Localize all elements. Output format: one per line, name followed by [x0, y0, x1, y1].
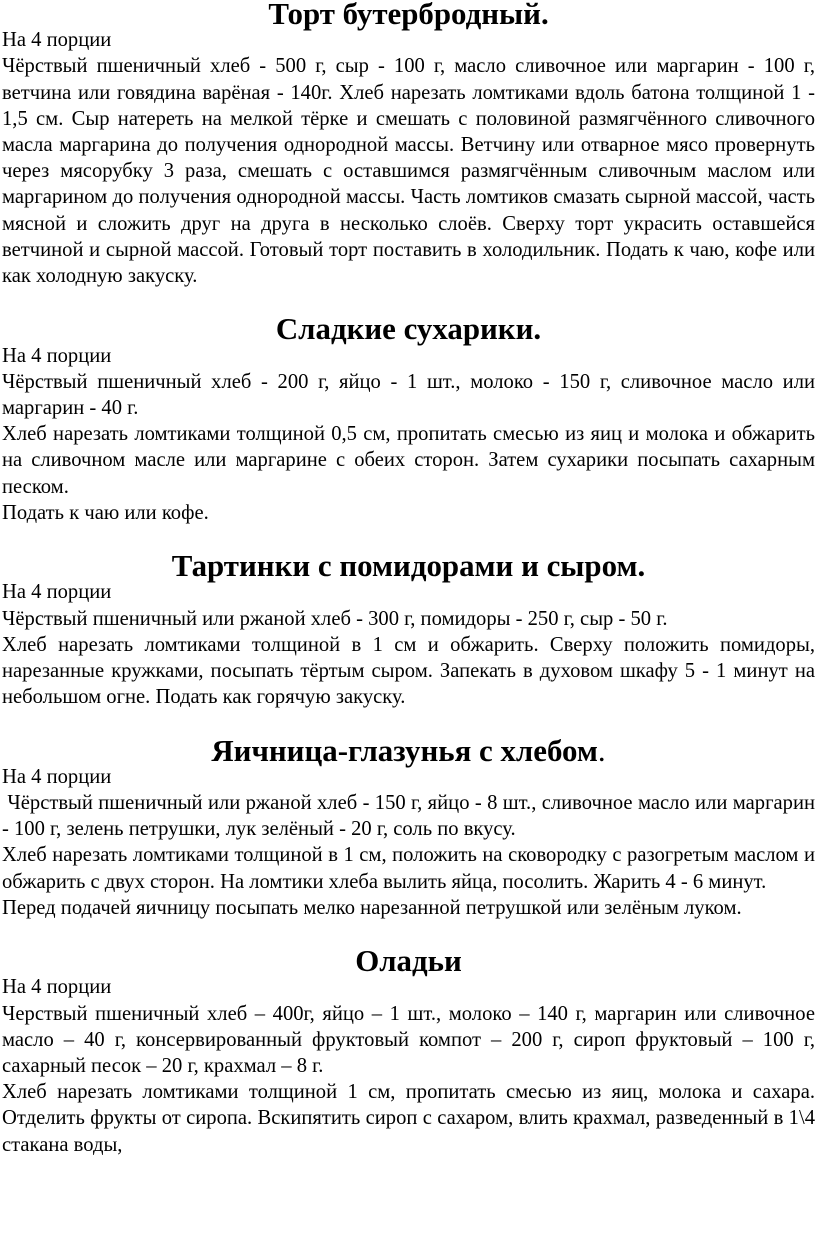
recipe-pancakes — [2, 943, 815, 1158]
recipe-title-period: . — [597, 732, 606, 768]
recipe-portions: На 4 порции — [2, 976, 112, 999]
recipe-text: Хлеб нарезать ломтиками толщиной в 1 см, положить на сковородку с разогретым маслом и обжарить с двух сторон. На ломтики хлеба вылить яйца, посолить. Жарить 4 - 6 минут. — [2, 844, 815, 893]
recipe-ingredients: Черствый пшеничный хлеб – 400г, яйцо – 1 шт., молоко – 140 г, маргарин или сливочное масло – 40 г, консервированный фруктовый компот – 200 г, сироп фруктовый – 100 г, сахарный песок – 20 г, крахмал – 8 г. — [2, 1002, 815, 1078]
recipe-sweet-croutons — [2, 311, 815, 526]
recipe-title: Яичница-глазунья с хлебом — [211, 732, 598, 768]
recipe-text: Хлеб нарезать ломтиками толщиной 1 см, пропитать смесью из яиц, молока и сахара. Отделить фрукты от сиропа. Вскипятить сироп с сахаром, влить крахмал, разведенный в 1\4 стакана воды, — [2, 1081, 815, 1156]
recipe-text: Хлеб нарезать ломтиками толщиной в 1 см и обжарить. Сверху положить помидоры, нарезанные кружками, посыпать тёртым сыром. Запекать в духовом шкафу 5 - 1 минут на небольшом огне. Подать как горячую закуску. — [2, 633, 815, 709]
recipe-text: Хлеб нарезать ломтиками толщиной 0,5 см, пропитать смесью из яиц и молока и обжарить на сливочном масле или маргарине с обеих сторон. Затем сухарики посыпать сахарным песком. — [2, 423, 815, 498]
recipe-title: Тартинки с помидорами и сыром. — [171, 548, 646, 584]
recipe-portions: На 4 порции — [2, 29, 112, 52]
recipe-serving: Перед подачей яичницу посыпать мелко нарезанной петрушкой или зелёным луком. — [2, 896, 742, 919]
recipe-ingredients: Чёрствый пшеничный или ржаной хлеб - 300 г, помидоры - 250 г, сыр - 50 г. — [2, 607, 668, 630]
recipe-fried-eggs — [2, 732, 815, 921]
recipe-title: Сладкие сухарики. — [275, 311, 542, 347]
recipe-page — [2, 0, 815, 1158]
recipe-ingredients: Чёрствый пшеничный или ржаной хлеб - 150 г, яйцо - 8 шт., сливочное масло или маргарин - 100 г, зелень петрушки, лук зелёный - 20 г, соль по вкусу. — [2, 792, 815, 841]
recipe-portions: На 4 порции — [2, 344, 112, 367]
recipe-ingredients: Чёрствый пшеничный хлеб - 200 г, яйцо - 1 шт., молоко - 150 г, сливочное масло или маргарин - 40 г. — [2, 370, 815, 420]
recipe-portions: На 4 порции — [2, 765, 112, 788]
recipe-tartines — [2, 548, 815, 710]
recipe-title: Торт бутербродный. — [268, 0, 549, 31]
recipe-serving: Подать к чаю или кофе. — [2, 501, 209, 524]
recipe-title: Оладьи — [355, 943, 462, 979]
recipe-text: Чёрствый пшеничный хлеб - 500 г, сыр - 100 г, масло сливочное или маргарин - 100 г, ветчина или говядина варёная - 140г. Хлеб нарезать ломтиками вдоль батона толщиной 1 - 1,5 см. Сыр натереть на мелкой тёрке и смешать с половиной размягчённого сливочного масла маргарина до получения однородной массы. Ветчину или отварное мясо провернуть через мясорубку 3 раза, смешать с оставшимся размягчённым сливочным маслом или маргарином до получения однородной массы. Часть ломтиков смазать сырной массой, часть мясной и сложить друг на друга в несколько слоёв. Сверху торт украсить оставшейся ветчиной и сырной массой. Готовый торт поставить в холодильник. Подать к чаю, кофе или как холодную закуску. — [2, 55, 815, 288]
recipe-portions: На 4 порции — [2, 581, 112, 604]
recipe-title-wrap — [2, 732, 815, 768]
recipe-cake-sandwich — [2, 0, 815, 289]
recipe-ingredients-wrap — [2, 790, 815, 842]
